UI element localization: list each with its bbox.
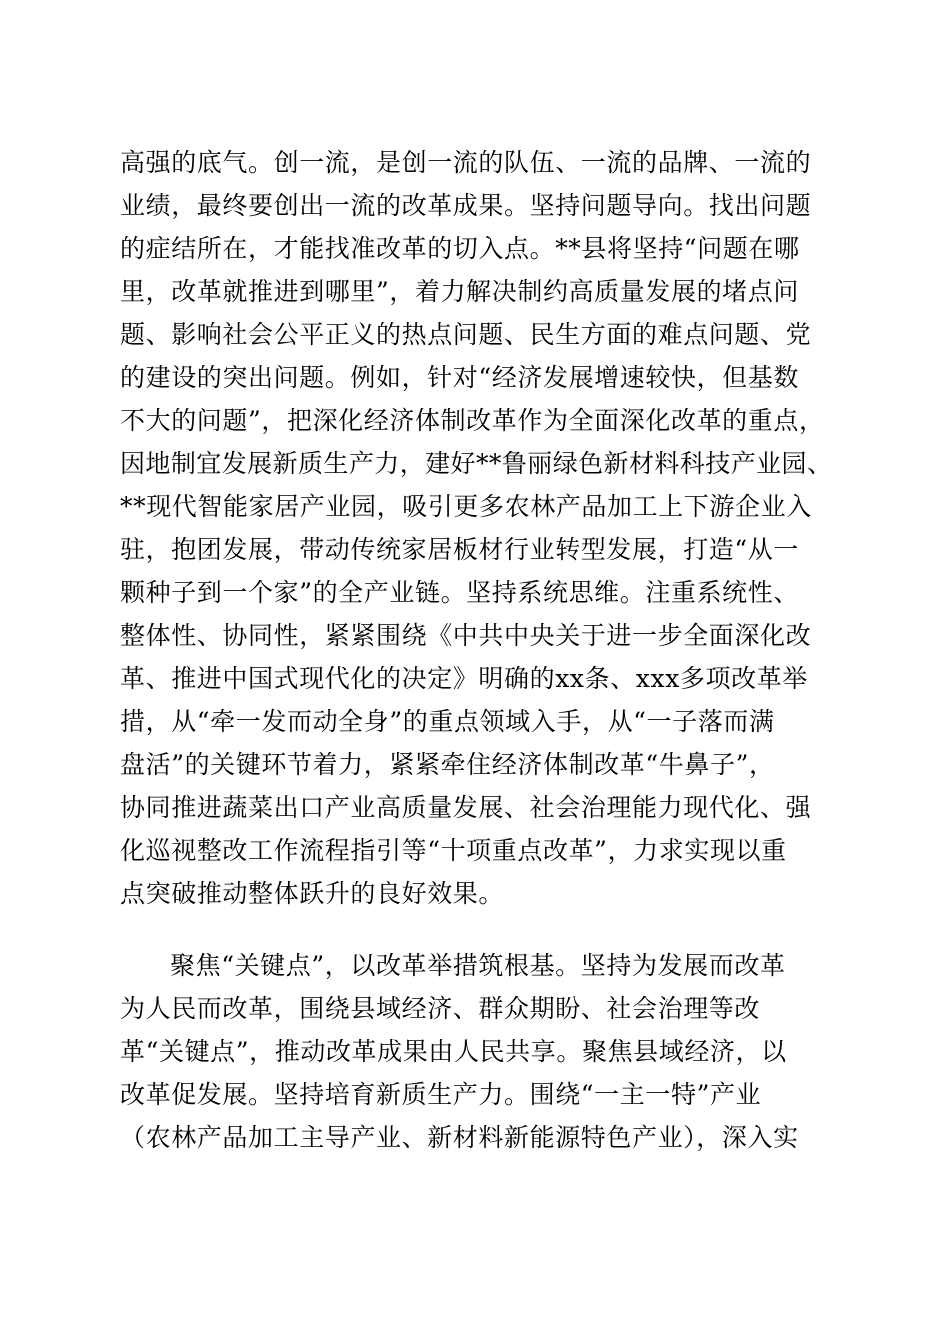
text-line: 化巡视整改工作流程指引等“十项重点改革”，力求实现以重	[120, 836, 787, 865]
text-line: 里，改革就推进到哪里”，着力解决制约高质量发展的堵点问	[120, 277, 799, 306]
text-line: 的建设的突出问题。例如，针对“经济发展增速较快，但基数	[120, 363, 799, 392]
text-line: 盘活”的关键环节着力，紧紧牵住经济体制改革“牛鼻子”，	[120, 750, 775, 779]
text-line: 整体性、协同性，紧紧围绕《中共中央关于进一步全面深化改	[120, 621, 812, 650]
text-line: 聚焦“关键点”，以改革举措筑根基。坚持为发展而改革	[170, 951, 786, 980]
text-line: 题、影响社会公平正义的热点问题、民生方面的难点问题、党	[120, 320, 812, 349]
text-line: 革“关键点”，推动改革成果由人民共享。聚焦县域经济，以	[120, 1037, 787, 1066]
text-line: 业绩，最终要创出一流的改革成果。坚持问题导向。找出问题	[120, 191, 812, 220]
text-line: 改革促发展。坚持培育新质生产力。围绕“一主一特”产业	[120, 1080, 762, 1109]
text-line: 革、推进中国式现代化的决定》明确的xx条、xxx多项改革举	[120, 664, 808, 693]
text-line: 措，从“牵一发而动全身”的重点领域入手，从“一子落而满	[120, 707, 775, 736]
text-line: 为人民而改革，围绕县域经济、群众期盼、社会治理等改	[120, 994, 761, 1023]
text-line: 高强的底气。创一流，是创一流的队伍、一流的品牌、一流的	[120, 148, 812, 177]
text-line: **现代智能家居产业园，吸引更多农林产品加工上下游企业入	[120, 492, 812, 521]
text-line: （农林产品加工主导产业、新材料新能源特色产业），深入实	[120, 1123, 799, 1152]
text-line: 点突破推动整体跃升的良好效果。	[120, 879, 505, 908]
text-line: 驻，抱团发展，带动传统家居板材行业转型发展，打造“从一	[120, 535, 799, 564]
text-line: 的症结所在，才能找准改革的切入点。**县将坚持“问题在哪	[120, 234, 800, 263]
text-line: 因地制宜发展新质生产力，建好**鲁丽绿色新材料科技产业园、	[120, 449, 833, 478]
text-line: 颗种子到一个家”的全产业链。坚持系统思维。注重系统性、	[120, 578, 799, 607]
text-line: 不大的问题”，把深化经济体制改革作为全面深化改革的重点，	[120, 406, 825, 435]
text-line: 协同推进蔬菜出口产业高质量发展、社会治理能力现代化、强	[120, 793, 812, 822]
